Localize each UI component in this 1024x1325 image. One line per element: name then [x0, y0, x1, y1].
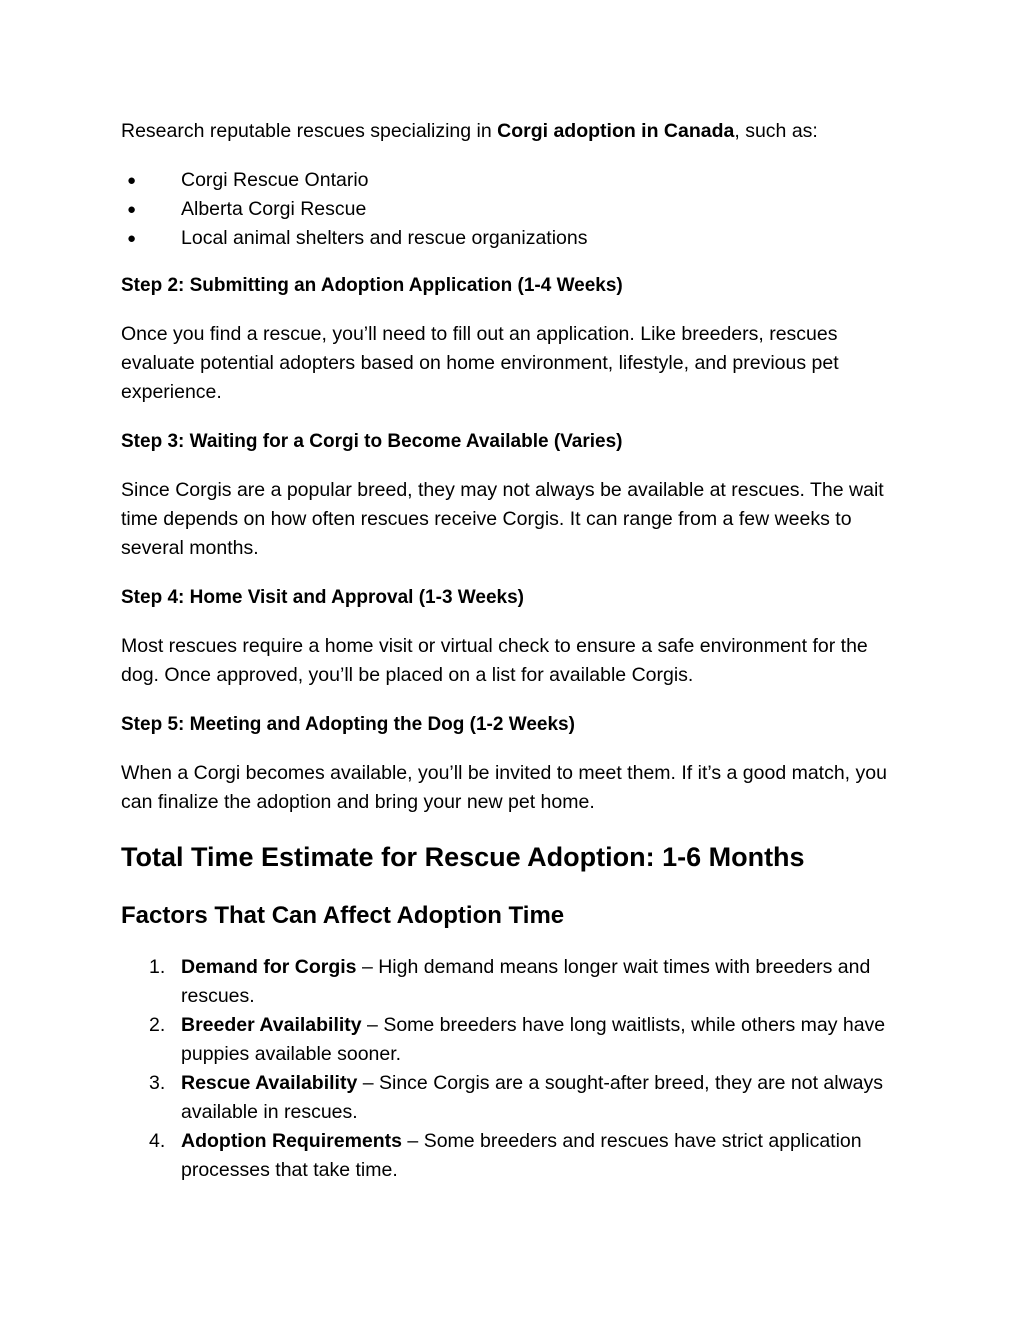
- total-time-heading: Total Time Estimate for Rescue Adoption: 1-6 Months: [121, 842, 805, 872]
- document-page: [121, 117, 906, 1185]
- intro-suffix: , such as:: [734, 120, 818, 142]
- factor-term: Breeder Availability: [181, 1014, 362, 1036]
- factors-list: [121, 953, 906, 1185]
- factor-item: [121, 1011, 906, 1069]
- step-5-body: When a Corgi becomes available, you’ll be invited to meet them. If it’s a good match, you can finalize the adoption and bring your new pet home.: [121, 762, 887, 813]
- list-item-text: Local animal shelters and rescue organizations: [181, 227, 588, 249]
- factors-heading: Factors That Can Affect Adoption Time: [121, 902, 565, 929]
- factor-desc: – Some breeders have long waitlists, while others may have puppies available sooner.: [181, 1014, 886, 1065]
- factor-desc: – Since Corgis are a sought-after breed, they are not always available in rescues.: [181, 1072, 884, 1123]
- list-item: [121, 166, 906, 195]
- intro-paragraph: [121, 117, 906, 146]
- step-4-heading: Step 4: Home Visit and Approval (1-3 Weeks): [121, 587, 524, 608]
- factor-term: Demand for Corgis: [181, 956, 357, 978]
- factor-number: 1.: [149, 956, 166, 978]
- list-item: [121, 195, 906, 224]
- factor-term: Rescue Availability: [181, 1072, 358, 1094]
- list-item-text: Alberta Corgi Rescue: [181, 198, 367, 220]
- intro-prefix: Research reputable rescues specializing in: [121, 120, 498, 142]
- intro-bold: Corgi adoption in Canada: [497, 120, 735, 142]
- factor-desc: – Some breeders and rescues have strict application processes that take time.: [181, 1130, 862, 1181]
- factor-number: 3.: [149, 1072, 166, 1094]
- bullet-icon: ●: [127, 201, 137, 218]
- factor-item: [121, 953, 906, 1011]
- step-4-body: Most rescues require a home visit or virtual check to ensure a safe environment for the dog. Once approved, you’ll be placed on a list for available Corgis.: [121, 635, 868, 686]
- factor-number: 2.: [149, 1014, 166, 1036]
- step-5-heading: Step 5: Meeting and Adopting the Dog (1-2 Weeks): [121, 714, 575, 735]
- step-2-body: Once you find a rescue, you’ll need to fill out an application. Like breeders, rescues evaluate potential adopters based on home environment, lifestyle, and previous pet experience.: [121, 323, 839, 403]
- step-2-heading: Step 2: Submitting an Adoption Application (1-4 Weeks): [121, 275, 623, 296]
- bullet-icon: ●: [127, 230, 137, 247]
- rescue-list: [121, 166, 906, 253]
- factor-item: [121, 1069, 906, 1127]
- list-item: [121, 224, 906, 253]
- factor-number: 4.: [149, 1130, 166, 1152]
- bullet-icon: ●: [127, 172, 137, 189]
- factor-term: Adoption Requirements: [181, 1130, 403, 1152]
- list-item-text: Corgi Rescue Ontario: [181, 169, 369, 191]
- factor-desc: – High demand means longer wait times with breeders and rescues.: [181, 956, 871, 1007]
- factor-item: [121, 1127, 906, 1185]
- step-3-heading: Step 3: Waiting for a Corgi to Become Available (Varies): [121, 431, 623, 452]
- step-3-body: Since Corgis are a popular breed, they may not always be available at rescues. The wait time depends on how often rescues receive Corgis. It can range from a few weeks to several months.: [121, 479, 884, 559]
